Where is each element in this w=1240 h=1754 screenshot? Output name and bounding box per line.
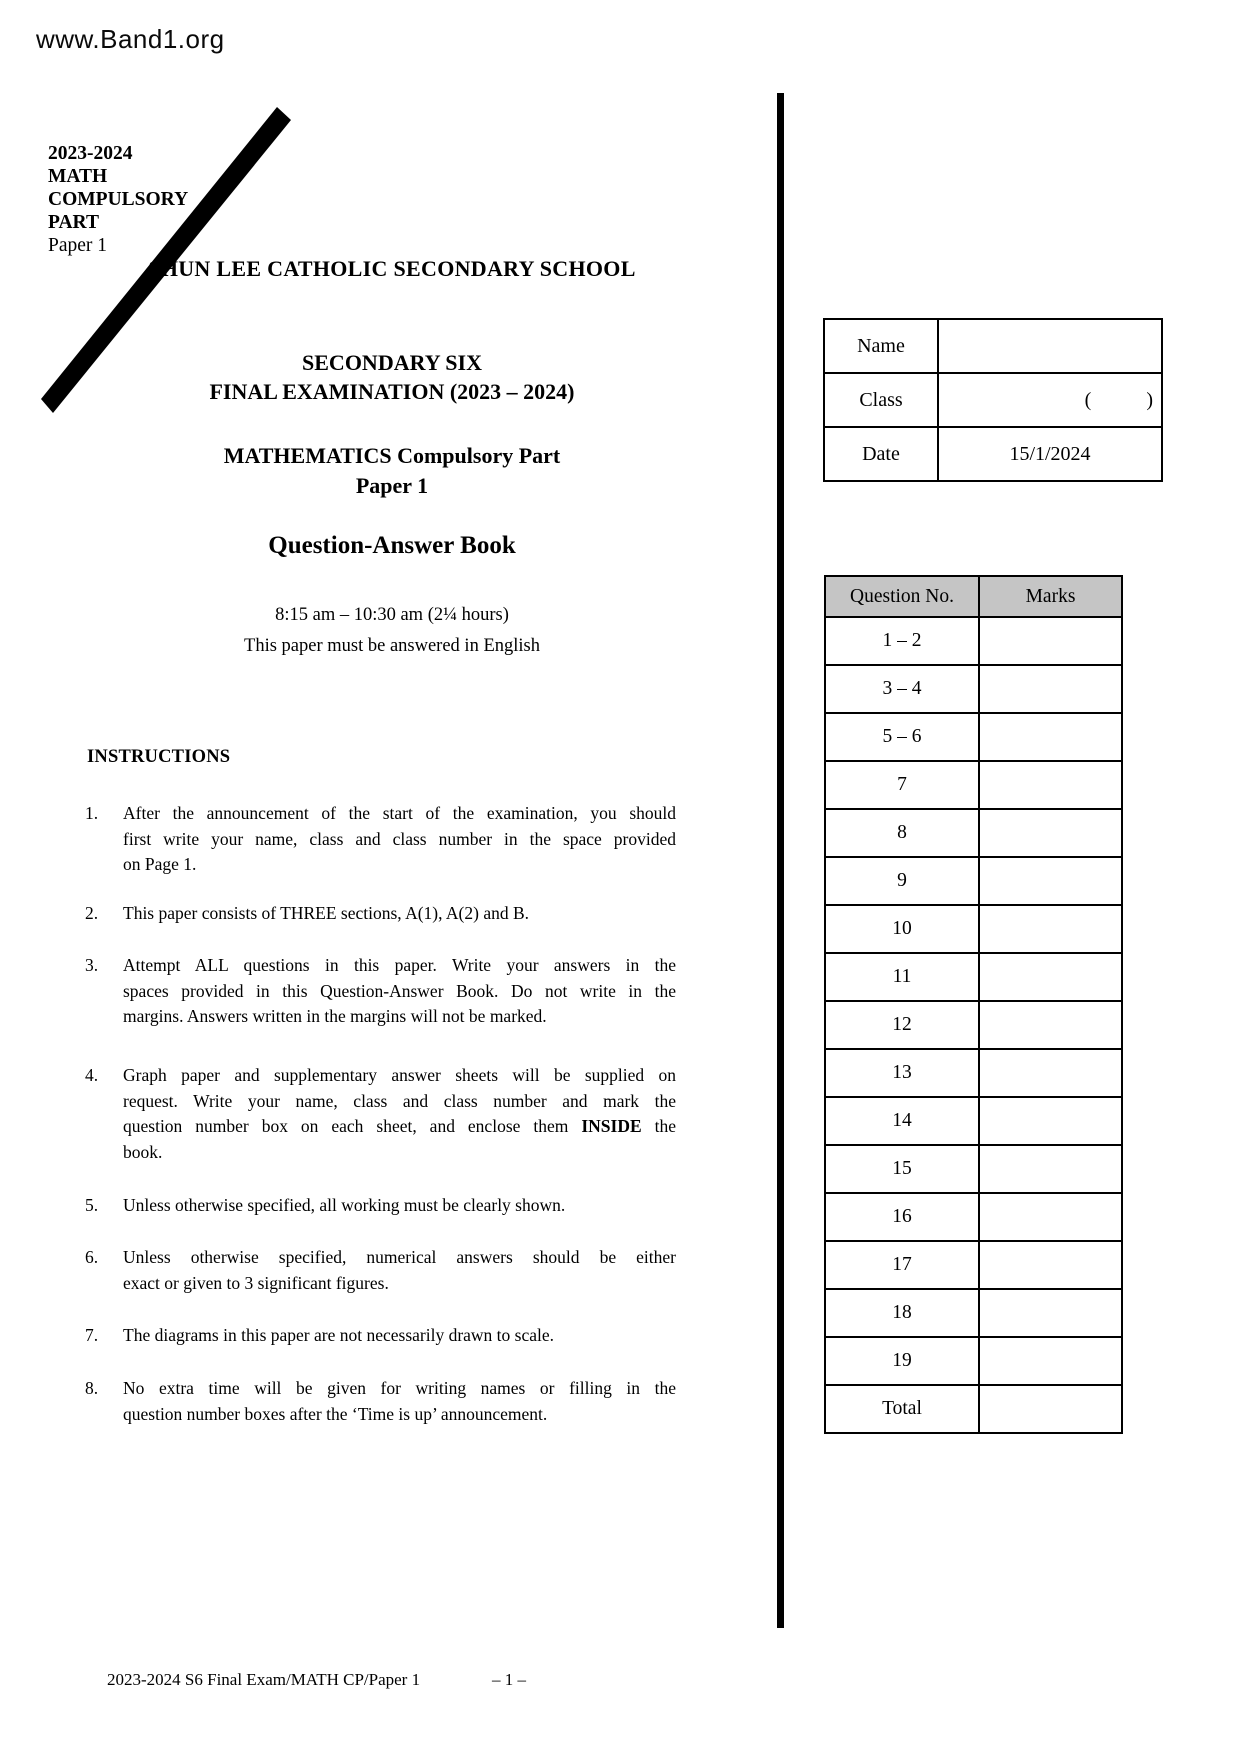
marks-value-cell bbox=[979, 1193, 1122, 1241]
marks-table bbox=[824, 575, 1123, 1434]
marks-question-cell: 19 bbox=[825, 1337, 979, 1385]
instruction-item bbox=[85, 1245, 676, 1296]
instruction-line: question number box on each sheet, and enclose them INSIDE the bbox=[123, 1116, 676, 1136]
instruction-number: 7. bbox=[85, 1325, 99, 1345]
marks-value-cell bbox=[979, 1289, 1122, 1337]
instructions-heading: INSTRUCTIONS bbox=[87, 747, 231, 767]
instruction-number: 4. bbox=[85, 1065, 99, 1085]
marks-question-cell: 1 – 2 bbox=[825, 617, 979, 665]
candidate-label-cell: Name bbox=[824, 319, 938, 373]
exam-title-line1: SECONDARY SIX bbox=[302, 350, 482, 375]
marks-value-cell bbox=[979, 1241, 1122, 1289]
marks-question-cell: 16 bbox=[825, 1193, 979, 1241]
instruction-item bbox=[85, 1376, 676, 1427]
candidate-row bbox=[824, 373, 1162, 427]
marks-question-cell: 8 bbox=[825, 809, 979, 857]
candidate-row bbox=[824, 319, 1162, 373]
subject-line2: Paper 1 bbox=[355, 473, 429, 498]
marks-row bbox=[825, 905, 1122, 953]
language-note: This paper must be answered in English bbox=[244, 636, 540, 656]
paper-identifier-paper: Paper 1 bbox=[48, 235, 108, 256]
marks-row bbox=[825, 1241, 1122, 1289]
marks-question-cell: 3 – 4 bbox=[825, 665, 979, 713]
marks-question-cell: Total bbox=[825, 1385, 979, 1433]
marks-question-cell: 14 bbox=[825, 1097, 979, 1145]
marks-row bbox=[825, 713, 1122, 761]
instruction-item bbox=[85, 801, 676, 878]
candidate-label-cell: Class bbox=[824, 373, 938, 427]
instruction-text bbox=[123, 1245, 676, 1296]
marks-row bbox=[825, 665, 1122, 713]
paper-identifier-line: MATH bbox=[48, 166, 108, 187]
marks-value-cell bbox=[979, 617, 1122, 665]
marks-question-cell: 7 bbox=[825, 761, 979, 809]
marks-header-cell: Question No. bbox=[825, 576, 979, 617]
marks-question-cell: 17 bbox=[825, 1241, 979, 1289]
instruction-number: 1. bbox=[85, 803, 99, 823]
site-watermark: www.Band1.org bbox=[36, 24, 225, 54]
instruction-line: Attempt ALL questions in this paper. Write your answers in the bbox=[123, 955, 676, 975]
marks-row bbox=[825, 761, 1122, 809]
instruction-text bbox=[123, 801, 676, 878]
paper-identifier-line: PART bbox=[48, 212, 99, 233]
exam-title-line2: FINAL EXAMINATION (2023 – 2024) bbox=[209, 379, 575, 404]
marks-row bbox=[825, 1145, 1122, 1193]
margin-divider-bar bbox=[777, 93, 784, 1628]
paper-identifier-line: COMPULSORY bbox=[48, 189, 189, 210]
instruction-line: spaces provided in this Question-Answer Book. Do not write in the bbox=[123, 980, 676, 1001]
subject-title bbox=[82, 441, 702, 501]
marks-row bbox=[825, 1337, 1122, 1385]
instruction-line: After the announcement of the start of the examination, you should bbox=[123, 803, 676, 823]
marks-header-cell: Marks bbox=[979, 576, 1122, 617]
marks-value-cell bbox=[979, 1049, 1122, 1097]
exam-title bbox=[82, 348, 702, 406]
marks-question-cell: 12 bbox=[825, 1001, 979, 1049]
marks-row bbox=[825, 1289, 1122, 1337]
instruction-item bbox=[85, 953, 676, 1030]
marks-question-cell: 10 bbox=[825, 905, 979, 953]
candidate-row bbox=[824, 427, 1162, 481]
instruction-line: No extra time will be given for writing names or filling in the bbox=[123, 1378, 676, 1398]
footer-page-number: – 1 – bbox=[492, 1670, 526, 1689]
exam-time: 8:15 am – 10:30 am (2¼ hours) bbox=[275, 605, 509, 625]
instruction-line: on Page 1. bbox=[123, 854, 197, 874]
marks-value-cell bbox=[979, 713, 1122, 761]
marks-row bbox=[825, 953, 1122, 1001]
candidate-label-cell: Date bbox=[824, 427, 938, 481]
instruction-number: 2. bbox=[85, 903, 99, 923]
candidate-value-cell bbox=[938, 319, 1162, 373]
marks-row bbox=[825, 617, 1122, 665]
instruction-text bbox=[123, 1193, 676, 1219]
instruction-line: request. Write your name, class and class number and mark the bbox=[123, 1090, 676, 1111]
instruction-line: book. bbox=[123, 1141, 163, 1162]
instruction-text bbox=[123, 1063, 676, 1165]
marks-row bbox=[825, 809, 1122, 857]
instruction-text bbox=[123, 953, 676, 1030]
marks-question-cell: 11 bbox=[825, 953, 979, 1001]
paper-identifier-line: 2023-2024 bbox=[48, 143, 133, 164]
instruction-item bbox=[85, 901, 676, 927]
book-title: Question-Answer Book bbox=[268, 532, 516, 559]
instruction-text bbox=[123, 1376, 676, 1427]
marks-value-cell bbox=[979, 905, 1122, 953]
marks-row bbox=[825, 1001, 1122, 1049]
marks-value-cell bbox=[979, 1337, 1122, 1385]
marks-row bbox=[825, 1193, 1122, 1241]
marks-question-cell: 9 bbox=[825, 857, 979, 905]
marks-question-cell: 5 – 6 bbox=[825, 713, 979, 761]
instruction-number: 8. bbox=[85, 1378, 99, 1398]
marks-value-cell bbox=[979, 1145, 1122, 1193]
footer-document-id: 2023-2024 S6 Final Exam/MATH CP/Paper 1 bbox=[107, 1670, 421, 1689]
marks-value-cell bbox=[979, 953, 1122, 1001]
marks-value-cell bbox=[979, 1385, 1122, 1433]
marks-value-cell bbox=[979, 857, 1122, 905]
instruction-line: margins. Answers written in the margins will not be marked. bbox=[123, 1006, 547, 1026]
marks-row bbox=[825, 1049, 1122, 1097]
marks-question-cell: 15 bbox=[825, 1145, 979, 1193]
instruction-number: 5. bbox=[85, 1195, 99, 1215]
instruction-number: 6. bbox=[85, 1247, 99, 1267]
paper-identifier-block bbox=[48, 142, 188, 257]
instruction-line: Graph paper and supplementary answer sheets will be supplied on bbox=[123, 1065, 676, 1085]
instruction-text bbox=[123, 901, 676, 927]
candidate-info-table bbox=[823, 318, 1163, 482]
school-name: SHUN LEE CATHOLIC SECONDARY SCHOOL bbox=[148, 256, 636, 281]
instruction-item bbox=[85, 1323, 676, 1349]
candidate-value-cell: 15/1/2024 bbox=[938, 427, 1162, 481]
marks-row bbox=[825, 1097, 1122, 1145]
instruction-line: question number boxes after the ‘Time is up’ announcement. bbox=[123, 1403, 548, 1424]
subject-line1: MATHEMATICS Compulsory Part bbox=[223, 443, 561, 468]
marks-header-row bbox=[825, 576, 1122, 617]
marks-question-cell: 18 bbox=[825, 1289, 979, 1337]
instruction-line: Unless otherwise specified, numerical answers should be either bbox=[123, 1247, 676, 1267]
instruction-number: 3. bbox=[85, 955, 99, 975]
instruction-line: The diagrams in this paper are not necessarily drawn to scale. bbox=[123, 1325, 555, 1345]
marks-value-cell bbox=[979, 761, 1122, 809]
instruction-line: first write your name, class and class number in the space provided bbox=[123, 828, 676, 849]
instruction-text bbox=[123, 1323, 676, 1349]
instruction-line: exact or given to 3 significant figures. bbox=[123, 1272, 389, 1293]
instruction-item bbox=[85, 1063, 676, 1165]
marks-row bbox=[825, 857, 1122, 905]
marks-value-cell bbox=[979, 1097, 1122, 1145]
marks-row bbox=[825, 1385, 1122, 1433]
instruction-line: Unless otherwise specified, all working must be clearly shown. bbox=[123, 1195, 566, 1215]
marks-question-cell: 13 bbox=[825, 1049, 979, 1097]
candidate-value-cell: ( ) bbox=[938, 373, 1162, 427]
marks-value-cell bbox=[979, 1001, 1122, 1049]
instruction-item bbox=[85, 1193, 676, 1219]
marks-value-cell bbox=[979, 809, 1122, 857]
marks-value-cell bbox=[979, 665, 1122, 713]
instruction-line: This paper consists of THREE sections, A(1), A(2) and B. bbox=[123, 903, 530, 923]
